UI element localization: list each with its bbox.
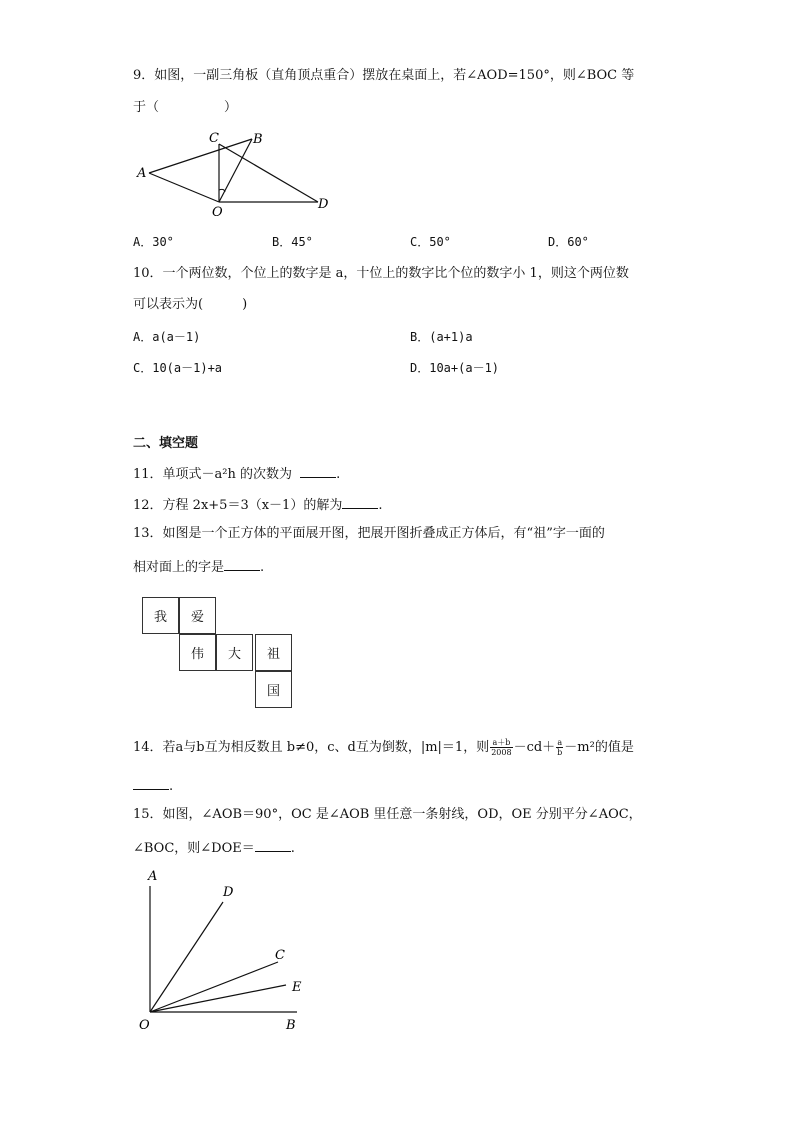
q13-suffix: . (260, 560, 265, 575)
q9-label-A: A (137, 166, 147, 181)
q9-option-a[interactable]: A．30° (133, 235, 174, 249)
q12-suffix: . (378, 498, 383, 513)
q9-option-d[interactable]: D．60° (548, 235, 589, 249)
q13-text-line2 (133, 556, 264, 577)
q15-prefix: ∠BOC，则∠DOE＝ (133, 841, 255, 856)
net-cell-wei: 伟 (179, 634, 216, 671)
q10-option-d[interactable]: D．10a+(a－1) (410, 361, 500, 375)
net-cell-ai: 爱 (179, 597, 216, 634)
q11-prefix: 11．单项式－a²h 的次数为 (133, 467, 293, 482)
q15-figure (135, 866, 315, 1038)
q15-label-A: A (148, 869, 158, 884)
q14-text-line2 (133, 775, 173, 796)
q14-frac1-num: a＋b (490, 738, 512, 748)
q12-text (133, 494, 382, 515)
q14-frac2-num: a (557, 738, 563, 747)
q15-answer-blank[interactable] (255, 837, 291, 852)
q10-option-a[interactable]: A．a(a－1) (133, 330, 201, 344)
q15-label-B: B (286, 1018, 296, 1033)
q15-label-D: D (223, 885, 234, 900)
q14-mid: －cd＋ (513, 740, 556, 755)
q9-label-D: D (318, 197, 329, 212)
section-heading: 二、填空题 (133, 436, 199, 451)
net-cell-wo: 我 (142, 597, 179, 634)
q10-text-line2: 可以表示为( ) (133, 297, 248, 312)
q12-prefix: 12．方程 2x+5＝3（x－1）的解为 (133, 498, 343, 513)
q14-fraction-1 (490, 738, 512, 757)
q14-prefix: 14．若a与b互为相反数且 b≠0，c、d互为倒数，|m|＝1，则 (133, 740, 490, 755)
q12-answer-blank[interactable] (342, 494, 378, 509)
q11-suffix: . (336, 467, 341, 482)
q15-text-line2 (133, 837, 295, 858)
q9-label-O: O (212, 205, 223, 220)
q13-text-line1: 13．如图是一个正方体的平面展开图，把展开图折叠成正方体后，有“祖”字一面的 (133, 526, 605, 541)
q14-tail: －m²的值是 (564, 740, 634, 755)
q14-fraction-2 (556, 738, 563, 757)
q9-figure (135, 128, 335, 220)
q11-answer-blank[interactable] (300, 463, 336, 478)
q15-label-C: C (275, 948, 285, 963)
q9-option-b[interactable]: B．45° (272, 235, 313, 249)
net-cell-guo: 国 (255, 671, 292, 708)
q14-answer-blank[interactable] (133, 775, 169, 790)
q15-label-O: O (139, 1018, 150, 1033)
q11-text (133, 463, 340, 484)
q14-frac2-den: b (557, 748, 563, 757)
q15-suffix: . (290, 841, 295, 856)
q15-text-line1: 15．如图，∠AOB＝90°，OC 是∠AOB 里任意一条射线，OD，OE 分别平分∠AOC， (133, 807, 642, 822)
q9-label-C: C (209, 131, 219, 146)
net-cell-da: 大 (216, 634, 253, 671)
q9-option-c[interactable]: C．50° (410, 235, 451, 249)
q15-label-E: E (292, 980, 302, 995)
q13-prefix: 相对面上的字是 (133, 560, 225, 575)
q10-text-line1: 10．一个两位数，个位上的数字是 a，十位上的数字比个位的数字小 1，则这个两位数 (133, 266, 629, 281)
q10-option-b[interactable]: B．(a+1)a (410, 330, 473, 344)
q9-text-line2: 于（ ） (133, 100, 238, 115)
net-cell-zu: 祖 (255, 634, 292, 671)
q9-text-line1: 9．如图，一副三角板（直角顶点重合）摆放在桌面上，若∠AOD=150°，则∠BOC 等 (133, 68, 635, 83)
q13-answer-blank[interactable] (224, 556, 260, 571)
q10-option-c[interactable]: C．10(a－1)+a (133, 361, 223, 375)
q14-text-line1 (133, 737, 634, 759)
q14-frac1-den: 2008 (491, 748, 512, 757)
q14-suffix: . (169, 779, 174, 794)
q9-label-B: B (253, 132, 263, 147)
